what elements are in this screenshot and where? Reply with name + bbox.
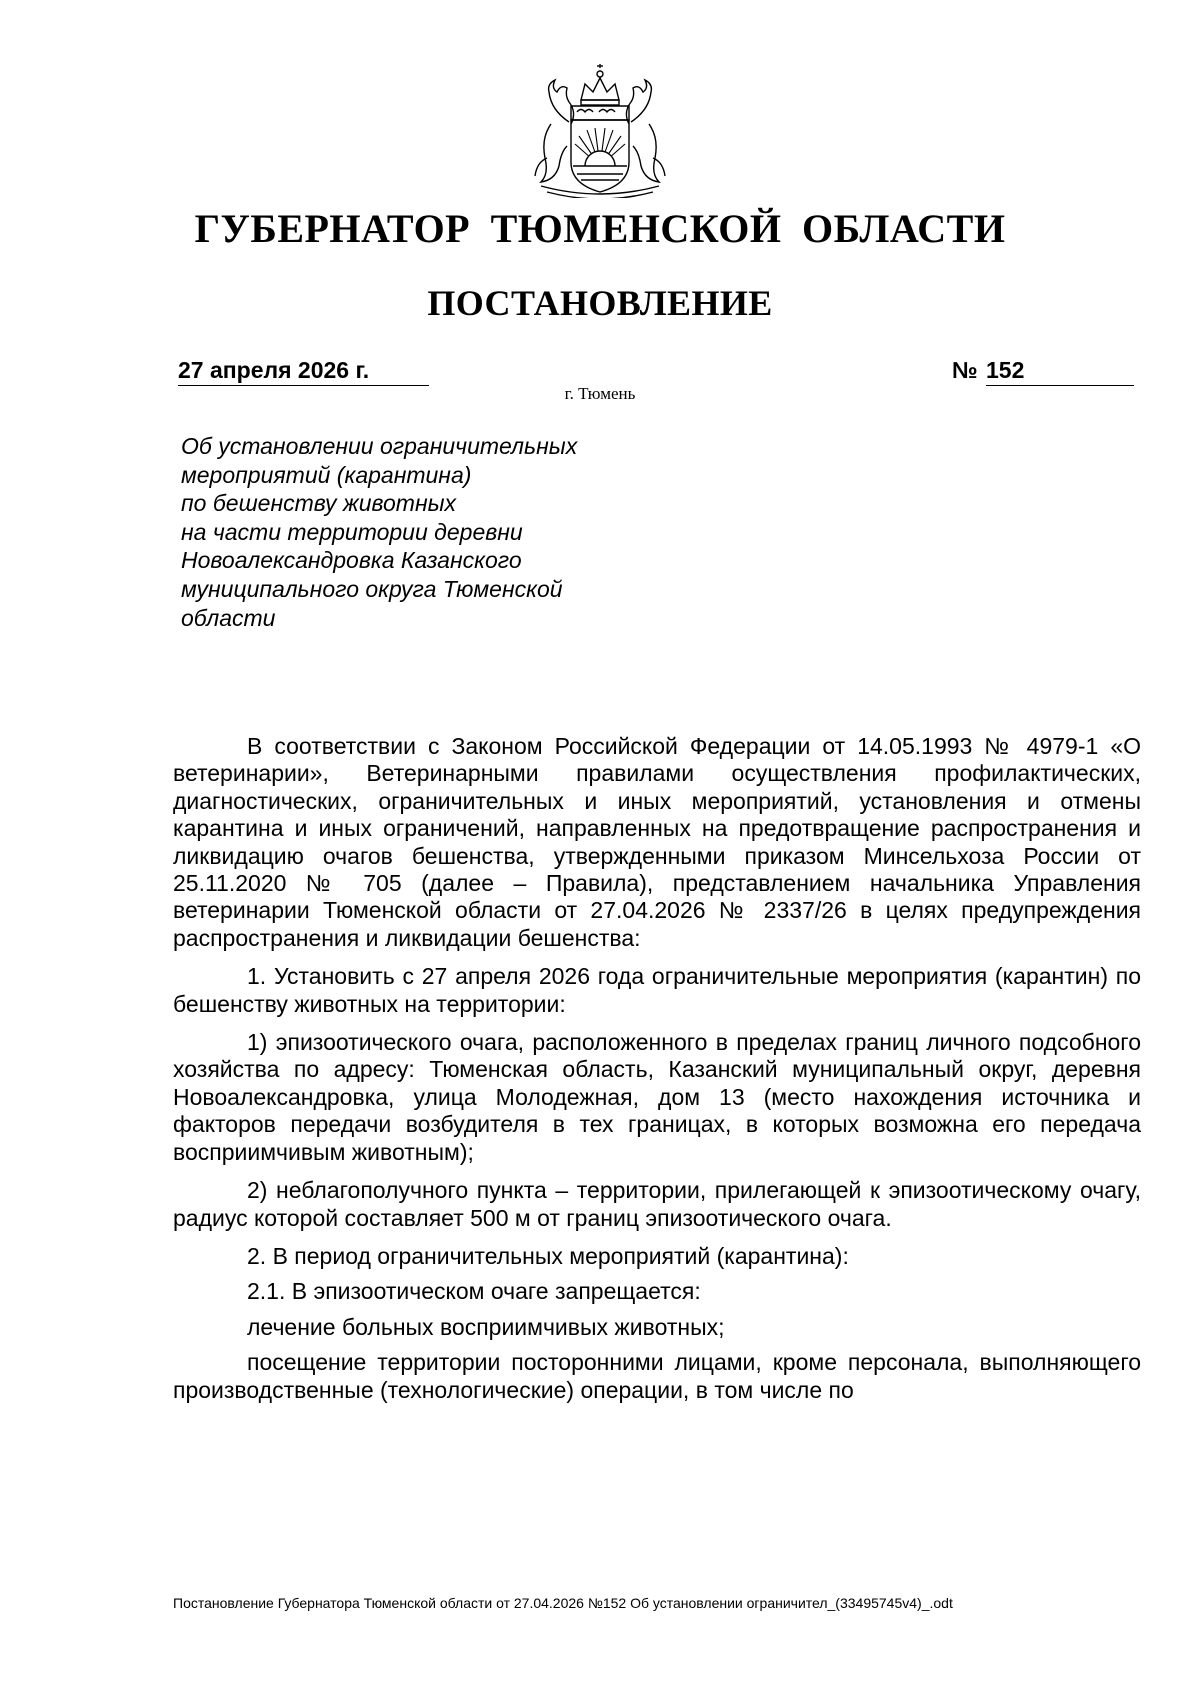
document-type: ПОСТАНОВЛЕНИЕ [427, 283, 773, 323]
page-footer: Постановление Губернатора Тюменской области от 27.04.2026 №152 Об установлении ограничител_(33495745v4)_.odt [173, 1595, 953, 1611]
subject-line: по бешенству животных [181, 490, 457, 517]
subject-line: муниципального округа Тюменской [181, 575, 563, 602]
clause-paragraph: 1) эпизоотического очага, расположенного в пределах границ личного подсобного хозяйства по адресу: Тюменская область, Казанский муниципальный округ, деревня Новоалександровка, улица Молодежная, дом 13 (место нахождения источника и факторов передачи возбудителя в тех границах, в которых возможна его передача восприимчивым животным); [173, 1029, 1141, 1165]
document-date: 27 апреля 2026 г. [178, 355, 429, 386]
tyumen-oblast-coat-of-arms-icon [511, 62, 689, 198]
clause-paragraph: посещение территории посторонними лицами, кроме персонала, выполняющего производственные (технологические) операции, в том числе по [173, 1349, 1141, 1403]
document-number: 152 [986, 355, 1134, 386]
clause-paragraph: лечение больных восприимчивых животных; [247, 1313, 725, 1340]
subject-line: Новоалександровка Казанского [181, 547, 522, 574]
preamble-paragraph: В соответствии с Законом Российской Федерации от 14.05.1993 № 4979-1 «О ветеринарии», Ветеринарными правилами осуществления профилактических, диагностических, ограничительных и иных мероприятий, установления и отмены карантина и иных ограничений, направленных на предотвращение распространения и ликвидацию очагов бешенства, утвержденными приказом Минсельхоза России от 25.11.2020 № 705 (далее – Правила), представлением начальника Управления ветеринарии Тюменской области от 27.04.2026 № 2337/26 в целях предупреждения распространения и ликвидации бешенства: [173, 733, 1141, 951]
number-sign: № [952, 357, 978, 383]
clause-paragraph: 1. Установить с 27 апреля 2026 года ограничительные мероприятия (карантин) по бешенству животных на территории: [173, 963, 1141, 1017]
clause-paragraph: 2) неблагополучного пункта – территории, прилегающей к эпизоотическому очагу, радиус которой составляет 500 м от границ эпизоотического очага. [173, 1177, 1141, 1231]
clause-paragraph: 2. В период ограничительных мероприятий (карантина): [247, 1242, 849, 1269]
document-subject [181, 432, 651, 632]
subject-line: на части территории деревни [181, 518, 523, 545]
clause-paragraph: 2.1. В эпизоотическом очаге запрещается: [247, 1278, 701, 1305]
issuing-authority: ГУБЕРНАТОР ТЮМЕНСКОЙ ОБЛАСТИ [194, 206, 1006, 251]
subject-line: мероприятий (карантина) [181, 461, 472, 488]
subject-line: области [181, 604, 276, 631]
issue-city: г. Тюмень [564, 384, 636, 403]
subject-line: Об установлении ограничительных [181, 433, 578, 459]
document-body [173, 733, 1141, 1415]
